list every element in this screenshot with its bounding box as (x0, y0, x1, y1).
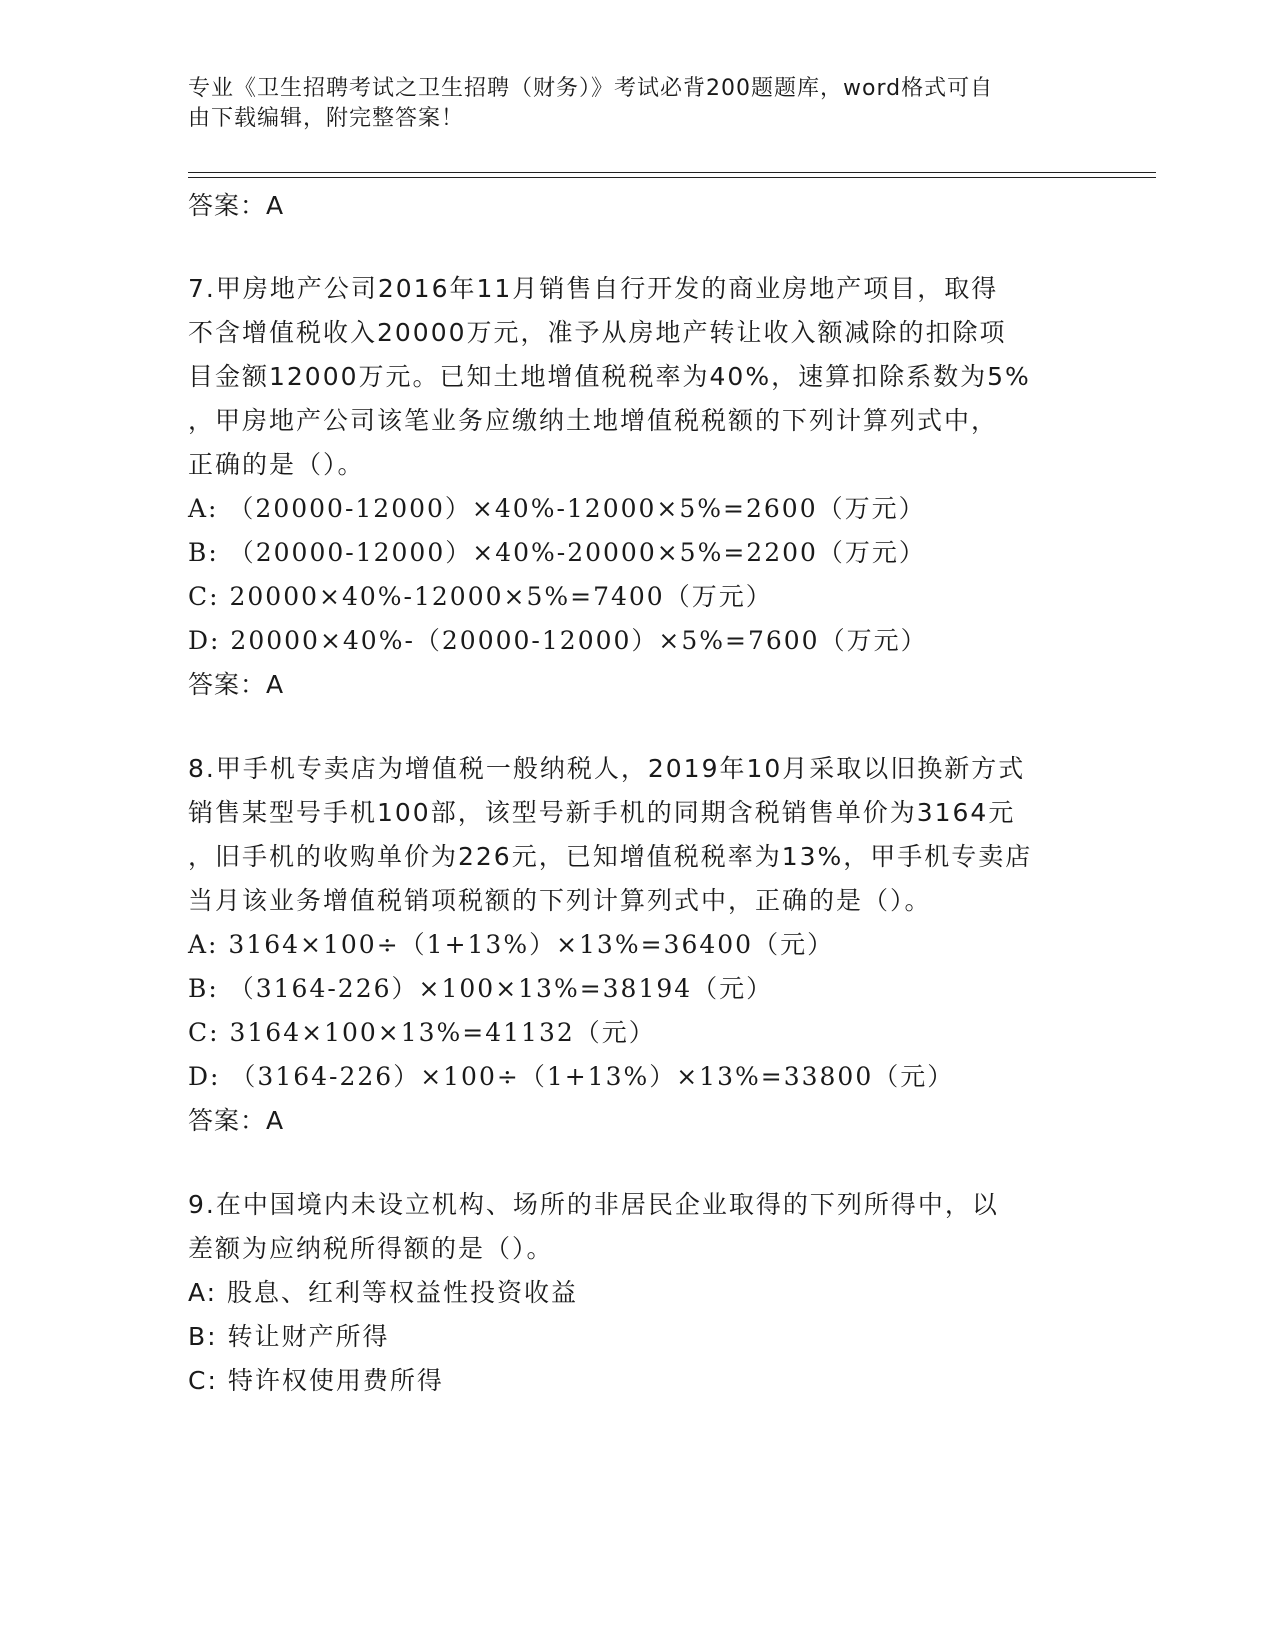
q8-option-a: A: 3164×100÷（1+13%）×13%=36400（元） (188, 930, 835, 959)
q7-stem-line-2: 不含增值税收入20000万元，准予从房地产转让收入额减除的扣除项 (188, 318, 1007, 347)
q7-stem-line-3: 目金额12000万元。已知土地增值税税率为40%，速算扣除系数为5% (188, 362, 1031, 391)
q8-option-c: C: 3164×100×13%=41132（元） (188, 1018, 656, 1047)
document-header (188, 74, 1068, 134)
q7-stem-line-5: 正确的是（）。 (188, 450, 365, 479)
q8-stem-line-3: ，旧手机的收购单价为226元，已知增值税税率为13%，甲手机专卖店 (188, 842, 1033, 871)
q8-option-b: B: （3164-226）×100×13%=38194（元） (188, 974, 774, 1003)
q7-stem-line-4: ，甲房地产公司该笔业务应缴纳土地增值税税额的下列计算列式中， (188, 406, 999, 435)
answer-previous: 答案：A (188, 191, 285, 220)
q7-stem-line-1: 7.甲房地产公司2016年11月销售自行开发的商业房地产项目，取得 (188, 274, 999, 303)
q8-option-d: D: （3164-226）×100÷（1+13%）×13%=33800（元） (188, 1062, 955, 1091)
q8-answer: 答案：A (188, 1106, 285, 1135)
q7-option-a: A: （20000-12000）×40%-12000×5%=2600（万元） (188, 494, 926, 523)
header-rule-bottom (188, 177, 1156, 178)
header-line-2: 由下载编辑，附完整答案！ (188, 106, 465, 131)
q9-stem-line-2: 差额为应纳税所得额的是（）。 (188, 1234, 554, 1263)
q8-stem-line-1: 8.甲手机专卖店为增值税一般纳税人，2019年10月采取以旧换新方式 (188, 754, 1026, 783)
q9-option-b: B: 转让财产所得 (188, 1322, 390, 1351)
q8-stem-line-2: 销售某型号手机100部，该型号新手机的同期含税销售单价为3164元 (188, 798, 1016, 827)
q7-option-b: B: （20000-12000）×40%-20000×5%=2200（万元） (188, 538, 926, 567)
q7-answer: 答案：A (188, 670, 285, 699)
q9-option-a: A: 股息、红利等权益性投资收益 (188, 1278, 579, 1307)
q8-stem-line-4: 当月该业务增值税销项税额的下列计算列式中，正确的是（）。 (188, 886, 932, 915)
q9-stem-line-1: 9.在中国境内未设立机构、场所的非居民企业取得的下列所得中，以 (188, 1190, 999, 1219)
header-rule-top (188, 172, 1156, 173)
q9-option-c: C: 特许权使用费所得 (188, 1366, 444, 1395)
header-line-1: 专业《卫生招聘考试之卫生招聘（财务）》考试必背200题题库，word格式可自 (188, 76, 994, 101)
q7-option-d: D: 20000×40%-（20000-12000）×5%=7600（万元） (188, 626, 928, 655)
q7-option-c: C: 20000×40%-12000×5%=7400（万元） (188, 582, 773, 611)
